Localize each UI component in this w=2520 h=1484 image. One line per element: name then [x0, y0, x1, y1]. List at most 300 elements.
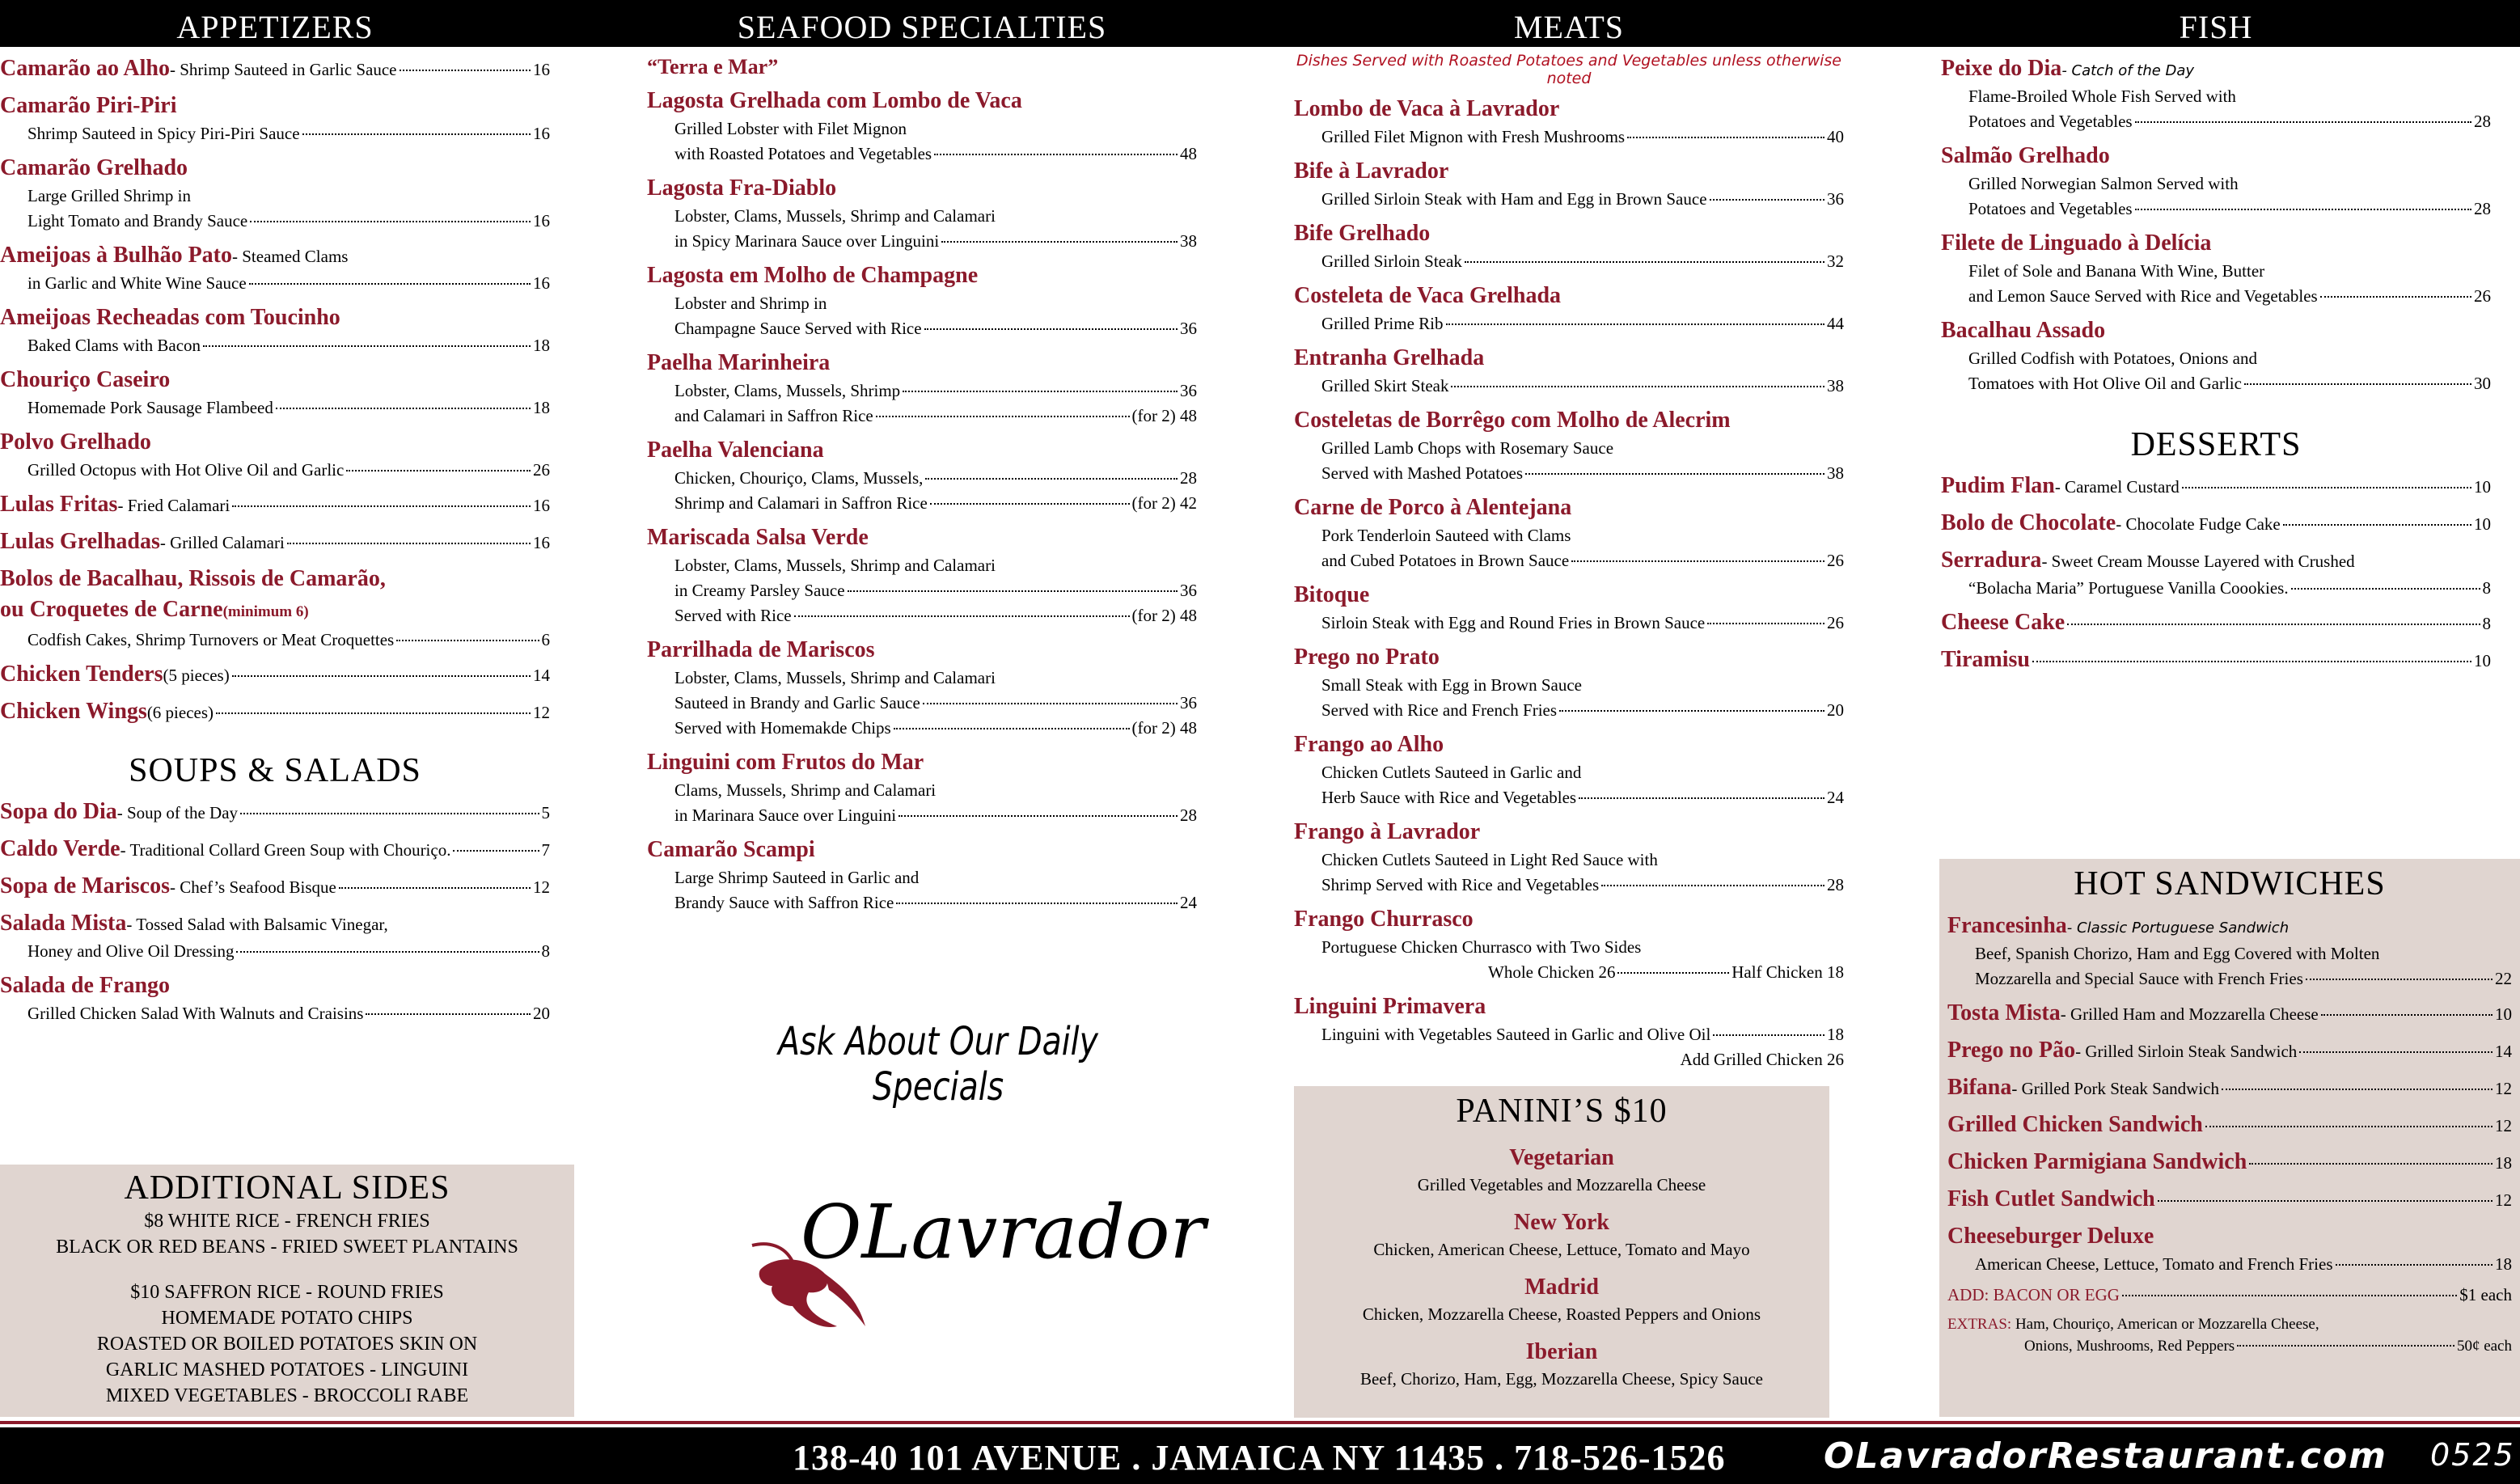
menu-item: [647, 86, 1197, 167]
menu-item: [1294, 580, 1844, 636]
sides-list: [0, 1208, 574, 1409]
panini-name: Madrid: [1524, 1275, 1599, 1300]
menu-item-desc-line: [647, 578, 1197, 603]
menu-item-desc: Codfish Cakes, Shrimp Turnovers or Meat Croquettes: [27, 630, 395, 649]
menu-item-name-row: [1294, 343, 1844, 374]
menu-item-name: Bifana: [1947, 1075, 2012, 1100]
menu-item-name-row: [647, 435, 1197, 466]
menu-item-name-row: [1294, 281, 1844, 311]
menu-item-desc: Champagne Sauce Served with Rice: [674, 319, 922, 338]
menu-item: [0, 427, 550, 483]
dot-leader: [2135, 209, 2471, 210]
menu-item-price: 18: [533, 398, 550, 417]
menu-item: [0, 970, 550, 1026]
dot-leader: [400, 70, 531, 71]
column-meats: [1294, 0, 1844, 1072]
menu-item: [1947, 1035, 2512, 1066]
dot-leader: [453, 850, 539, 852]
menu-item-name-row: [0, 53, 550, 84]
panini-list: [1294, 1143, 1829, 1390]
menu-item-desc-line: [647, 691, 1197, 716]
menu-item-name: Camarão Piri-Piri: [0, 93, 177, 118]
menu-item-name: Bacalhau Assado: [1941, 318, 2106, 343]
menu-item: [1294, 904, 1844, 985]
menu-item: [0, 302, 550, 358]
menu-item-name-row: [647, 86, 1197, 116]
menu-item-desc: Grilled Lamb Chops with Rosemary Sauce: [1321, 438, 1614, 458]
menu-item-desc-line: [1294, 548, 1844, 573]
menu-item-name: Lulas Grelhadas: [0, 529, 160, 554]
menu-item-name: Filete de Linguado à Delícia: [1941, 230, 2212, 256]
menu-item-desc: Large Grilled Shrimp in: [27, 186, 191, 205]
menu-item-desc-line: [1294, 760, 1844, 785]
menu-item-price: 12: [2495, 1116, 2512, 1135]
menu-item-desc: Linguini with Vegetables Sauteed in Garlic and Olive Oil: [1321, 1025, 1711, 1044]
menu-item-desc-line: [647, 491, 1197, 516]
menu-item-desc: Brandy Sauce with Saffron Rice: [674, 893, 894, 912]
dot-leader: [1601, 885, 1824, 886]
menu-item-desc-line: [647, 291, 1197, 316]
menu-item-desc-line: [1947, 941, 2512, 966]
sides-line: GARLIC MASHED POTATOES - LINGUINI: [105, 1359, 469, 1380]
menu-item-inline-desc: - Classic Portuguese Sandwich: [2066, 920, 2290, 936]
menu-item-price: 10: [2474, 651, 2491, 670]
menu-item-desc-line: [1294, 187, 1844, 212]
dot-leader: [240, 813, 539, 814]
sides-title: ADDITIONAL SIDES: [124, 1169, 450, 1207]
menu-item-name: Chicken Tenders: [0, 662, 163, 687]
menu-item-price: 10: [2474, 514, 2491, 534]
menu-item-price: 16: [533, 496, 550, 515]
dot-leader: [250, 221, 531, 222]
menu-item-name-row: [647, 835, 1197, 865]
menu-item-desc: Served with Mashed Potatoes: [1321, 463, 1524, 483]
menu-item-price: 40: [1827, 127, 1844, 146]
menu-item-desc: Honey and Olive Oil Dressing: [27, 941, 235, 961]
dot-leader: [1579, 797, 1824, 799]
menu-item-price: 36: [1180, 581, 1197, 600]
dot-leader: [2182, 487, 2471, 488]
dot-leader: [2291, 588, 2480, 590]
menu-item: [0, 489, 550, 520]
menu-item-desc-line: [647, 378, 1197, 404]
menu-item-name-row: [1947, 1221, 2512, 1252]
menu-item-price: (for 2) 48: [1131, 718, 1197, 738]
menu-item-name: Cheeseburger Deluxe: [1947, 1224, 2154, 1249]
appetizers-title: APPETIZERS: [176, 9, 374, 45]
menu-item-desc-line: [1941, 171, 2491, 197]
menu-item-name: Lulas Fritas: [0, 492, 118, 517]
menu-item-desc: Filet of Sole and Banana With Wine, Butter: [1968, 261, 2265, 281]
extras-label: EXTRAS:: [1947, 1316, 2012, 1333]
dot-leader: [1707, 623, 1824, 624]
dot-leader: [1451, 386, 1824, 387]
menu-item-price: 16: [533, 273, 550, 293]
menu-item-price: 18: [1827, 1025, 1844, 1044]
sandwich-list: [1947, 911, 2512, 1277]
menu-item-name: Mariscada Salsa Verde: [647, 525, 869, 550]
menu-item-name: Prego no Pão: [1947, 1038, 2076, 1063]
menu-item-desc-line: [1294, 249, 1844, 274]
menu-item-price: 16: [533, 533, 550, 552]
menu-item-name: Salada de Frango: [0, 973, 171, 998]
menu-item-name-row: [647, 747, 1197, 778]
menu-item-desc-line: [1941, 371, 2491, 396]
dot-leader: [2135, 121, 2471, 123]
dot-leader: [1559, 710, 1824, 712]
menu-item-desc-line: [1294, 935, 1844, 960]
menu-item-inline-desc: - Catch of the Day: [2061, 62, 2195, 79]
menu-item-inline-desc: - Steamed Clams: [232, 247, 349, 266]
dot-leader: [2244, 383, 2471, 385]
menu-item-price: 28: [1180, 805, 1197, 825]
menu-item-name: Tosta Mista: [1947, 1000, 2061, 1025]
menu-item-price: 36: [1180, 319, 1197, 338]
menu-item-name-row: [1947, 1184, 2512, 1215]
menu-item: [0, 871, 550, 902]
panini-item: [1294, 1207, 1829, 1261]
menu-item-desc-line: [647, 803, 1197, 828]
menu-item-desc: Lobster, Clams, Mussels, Shrimp and Calamari: [674, 206, 996, 226]
menu-item-desc-line: [0, 939, 550, 964]
extras-text-2: Onions, Mushrooms, Red Peppers: [2024, 1338, 2235, 1355]
menu-item-desc-line: [647, 229, 1197, 254]
seafood-title: SEAFOOD SPECIALTIES: [737, 9, 1107, 45]
menu-item-desc: American Cheese, Lettuce, Tomato and French Fries: [1975, 1254, 2333, 1274]
sides-line: ROASTED OR BOILED POTATOES SKIN ON: [96, 1334, 478, 1355]
dot-leader: [894, 728, 1130, 729]
menu-item: [0, 153, 550, 234]
menu-item: [647, 522, 1197, 628]
menu-item-price: 44: [1827, 314, 1844, 333]
menu-item-desc-line: [0, 1001, 550, 1026]
dot-leader: [339, 887, 531, 889]
menu-item-price: 28: [1180, 468, 1197, 488]
column-appetizers: [0, 0, 550, 1026]
dot-leader: [366, 1013, 531, 1015]
menu-item-name-row: [1947, 911, 2512, 941]
menu-item-desc: Sirloin Steak with Egg and Round Fries in Brown Sauce: [1321, 613, 1706, 632]
menu-item-desc: Clams, Mussels, Shrimp and Calamari: [674, 780, 937, 800]
menu-item-name-row: [1941, 545, 2491, 576]
menu-item: [1947, 911, 2512, 991]
menu-item-price: 24: [1827, 788, 1844, 807]
menu-item-desc-line: [1294, 461, 1844, 486]
half-chicken-price: Half Chicken 18: [1731, 962, 1844, 982]
menu-item-name-row: [1941, 645, 2491, 675]
menu-item-name-row: [1941, 141, 2491, 171]
menu-item-name-row: [0, 970, 550, 1001]
menu-item-price: 30: [2474, 374, 2491, 393]
menu-item-desc-line: [1294, 673, 1844, 698]
menu-item-name-row: [0, 302, 550, 333]
menu-item: [647, 747, 1197, 828]
menu-item-name-row: [0, 91, 550, 121]
menu-item-desc: Large Shrimp Sauteed in Garlic and: [674, 868, 920, 887]
menu-item-name-row: [1294, 94, 1844, 125]
dot-leader: [2067, 624, 2480, 625]
desserts-list: [1941, 471, 2491, 675]
menu-item: [1941, 645, 2491, 675]
menu-item-name: Lagosta em Molho de Champagne: [647, 263, 979, 288]
menu-item-desc: Shrimp and Calamari in Saffron Rice: [674, 493, 928, 513]
menu-item-desc: Grilled Sirloin Steak: [1321, 252, 1462, 271]
menu-item-desc-line: [647, 316, 1197, 341]
menu-item-name-cont: ou Croquetes de Carne: [0, 597, 223, 622]
dot-leader: [2205, 1126, 2493, 1127]
menu-item-name: Camarão ao Alho: [0, 56, 170, 81]
menu-item: [1941, 508, 2491, 539]
footer-website-link[interactable]: OLavradorRestaurant.com: [1824, 1435, 2388, 1477]
additional-sides-box: [0, 1165, 574, 1417]
appetizers-list: [0, 53, 550, 727]
daily-specials-text: Ask About Our Daily Specials: [778, 1019, 1098, 1110]
dot-leader: [2237, 1345, 2454, 1347]
dot-leader: [898, 815, 1178, 817]
menu-item-desc-line: [647, 603, 1197, 628]
fish-title: FISH: [2179, 9, 2253, 45]
menu-item-desc-line: [1941, 259, 2491, 284]
menu-item-price: 10: [2495, 1004, 2512, 1024]
dot-leader: [2320, 296, 2471, 298]
menu-item: [0, 365, 550, 421]
dot-leader: [276, 408, 531, 409]
dot-leader: [2306, 979, 2493, 980]
menu-item: [1941, 315, 2491, 396]
menu-item-name-row: [647, 522, 1197, 553]
menu-item-desc-line: [647, 716, 1197, 741]
menu-item-price: 18: [533, 336, 550, 355]
menu-item-desc: in Garlic and White Wine Sauce: [27, 273, 247, 293]
menu-item-name: Lagosta Grelhada com Lombo de Vaca: [647, 88, 1022, 113]
panini-desc: Beef, Chorizo, Ham, Egg, Mozzarella Cheese, Spicy Sauce: [1359, 1369, 1763, 1389]
soups-list: [0, 797, 550, 1026]
menu-item: [647, 435, 1197, 516]
menu-item-name: Linguini Primavera: [1294, 994, 1486, 1019]
panini-title: PANINI’S $10: [1456, 1093, 1668, 1130]
menu-item-inline-desc: - Traditional Collard Green Soup with Chouriço.: [120, 840, 451, 860]
menu-item: [1294, 156, 1844, 212]
menu-item-price: 16: [533, 211, 550, 230]
menu-item-desc-line: [1947, 1252, 2512, 1277]
menu-item: [1941, 228, 2491, 309]
menu-item-desc: Chicken Cutlets Sauteed in Light Red Sauce with: [1321, 850, 1658, 869]
menu-item-name: Cheese Cake: [1941, 610, 2065, 635]
menu-item-name: Paelha Marinheira: [647, 350, 831, 375]
menu-item: [0, 91, 550, 146]
menu-item-price: 8: [541, 941, 550, 961]
menu-item-desc-line: [0, 458, 550, 483]
menu-item-name: Ameijoas Recheadas com Toucinho: [0, 305, 340, 330]
dot-leader: [2158, 1200, 2493, 1202]
dot-leader: [876, 416, 1130, 417]
menu-item-price: 18: [2495, 1153, 2512, 1173]
menu-item-name: Salmão Grelhado: [1941, 143, 2110, 168]
menu-item-desc: Mozzarella and Special Sauce with French Fries: [1975, 969, 2303, 988]
dot-leader: [2321, 1014, 2493, 1016]
menu-item-desc-line: [1294, 311, 1844, 336]
menu-item-name-row: [1294, 218, 1844, 249]
menu-item-desc-line: [647, 204, 1197, 229]
menu-item-name: Tiramisu: [1941, 647, 2030, 672]
menu-item-price: 26: [1827, 613, 1844, 632]
menu-item-desc: in Spicy Marinara Sauce over Linguini: [674, 231, 940, 251]
dot-leader: [2249, 1163, 2493, 1165]
menu-item-name: Paelha Valenciana: [647, 438, 824, 463]
menu-item-name-row: [1294, 729, 1844, 760]
dot-leader: [232, 505, 531, 507]
menu-item-name: Lagosta Fra-Diablo: [647, 175, 837, 201]
menu-item-desc: Baked Clams with Bacon: [27, 336, 201, 355]
menu-item-price: (for 2) 48: [1131, 606, 1197, 625]
menu-item-desc-line: [1941, 346, 2491, 371]
menu-item: [1294, 817, 1844, 898]
menu-item-price: 8: [2482, 614, 2491, 633]
menu-item-price: 20: [1827, 700, 1844, 720]
dot-leader: [2299, 1051, 2493, 1053]
dot-leader: [1571, 560, 1824, 562]
menu-item-name-row: [0, 564, 550, 594]
dot-leader: [203, 345, 531, 347]
panini-name: New York: [1514, 1210, 1609, 1235]
olavrador-logo: [744, 1165, 1206, 1342]
menu-item: [1294, 493, 1844, 573]
dot-leader: [925, 478, 1178, 480]
menu-item-price: 12: [533, 703, 550, 722]
menu-item-desc: Served with Rice and French Fries: [1321, 700, 1558, 720]
menu-item-desc: Grilled Codfish with Potatoes, Onions and: [1968, 349, 2257, 368]
dot-leader: [1710, 199, 1824, 201]
dot-leader: [2222, 1089, 2493, 1090]
menu-item-desc-line: [647, 890, 1197, 915]
dot-leader: [287, 543, 531, 544]
sides-line: $8 WHITE RICE - FRENCH FRIES: [144, 1211, 430, 1232]
menu-item: [1947, 1110, 2512, 1140]
menu-item-name-row: [1947, 1147, 2512, 1177]
menu-item: [1947, 1147, 2512, 1177]
menu-item-desc-line: [647, 865, 1197, 890]
sides-line: $10 SAFFRON RICE - ROUND FRIES: [130, 1282, 444, 1303]
menu-item-desc-line: [1294, 523, 1844, 548]
menu-item-desc: Grilled Norwegian Salmon Served with: [1968, 174, 2239, 193]
menu-item-desc: Served with Homemakde Chips: [674, 718, 891, 738]
dot-leader: [2283, 524, 2471, 526]
dot-leader: [1627, 137, 1824, 138]
menu-item: [1294, 94, 1844, 150]
menu-item-desc-line: [1294, 1022, 1844, 1047]
menu-item-desc-line: [0, 271, 550, 296]
menu-item-name: Bife Grelhado: [1294, 221, 1431, 246]
extras-price: 50¢ each: [2456, 1338, 2512, 1355]
logo-text: OLavrador: [801, 1189, 1206, 1275]
footer-accent-line: [0, 1421, 2520, 1424]
menu-item-name: Chouriço Caseiro: [0, 367, 171, 392]
panini-item: [1294, 1337, 1829, 1390]
menu-item-desc-line: [647, 466, 1197, 491]
menu-item-desc-line: [1294, 125, 1844, 150]
menu-item-name-row: [1941, 228, 2491, 259]
menu-item-desc-line: [0, 121, 550, 146]
menu-item-desc: in Creamy Parsley Sauce: [674, 581, 845, 600]
extras-block: [1947, 1313, 2512, 1357]
menu-item-name-row: [1294, 904, 1844, 935]
menu-item-desc: Potatoes and Vegetables: [1968, 199, 2133, 218]
soups-title: SOUPS & SALADS: [129, 752, 421, 789]
menu-item-desc-line: [647, 778, 1197, 803]
menu-item-desc: Lobster and Shrimp in: [674, 294, 827, 313]
menu-item-name: Caldo Verde: [0, 836, 121, 861]
menu-item-price: 26: [2474, 286, 2491, 306]
menu-item-desc: Served with Rice: [674, 606, 792, 625]
panini-desc: Chicken, American Cheese, Lettuce, Tomato and Mayo: [1373, 1240, 1750, 1259]
addon-row: [1947, 1285, 2512, 1305]
menu-item-price: 36: [1180, 693, 1197, 712]
menu-item-inline-desc: (6 pieces): [146, 703, 214, 722]
menu-item: [1294, 405, 1844, 486]
menu-item-desc: Herb Sauce with Rice and Vegetables: [1321, 788, 1577, 807]
menu-item-name: Costeleta de Vaca Grelhada: [1294, 283, 1562, 308]
sides-line: MIXED VEGETABLES - BROCCOLI RABE: [105, 1385, 469, 1406]
menu-item-desc: Homemade Pork Sausage Flambeed: [27, 398, 273, 417]
dot-leader: [930, 503, 1130, 505]
menu-item-desc-line: [1294, 611, 1844, 636]
menu-item-name-row: [647, 348, 1197, 378]
menu-item-desc-line: [1294, 436, 1844, 461]
dot-leader: [1446, 323, 1825, 325]
footer-code: 0525: [2430, 1437, 2515, 1473]
menu-item-desc: and Lemon Sauce Served with Rice and Vegetables: [1968, 286, 2318, 306]
menu-item: [0, 240, 550, 296]
seafood-list: [647, 86, 1197, 915]
menu-item-desc: Portuguese Chicken Churrasco with Two Sides: [1321, 937, 1642, 957]
meats-note: Dishes Served with Roasted Potatoes and Vegetables unless otherwise noted: [1296, 52, 1841, 87]
menu-item: [1294, 218, 1844, 274]
menu-item-desc-line: [1294, 785, 1844, 810]
menu-item-desc-line: [1294, 873, 1844, 898]
menu-item-desc-line: [647, 404, 1197, 429]
menu-item-price: 18: [2495, 1254, 2512, 1274]
seafood-subtitle: “Terra e Mar”: [647, 55, 779, 78]
menu-item-desc: Shrimp Served with Rice and Vegetables: [1321, 875, 1600, 894]
menu-item-price: 14: [533, 666, 550, 685]
menu-item-desc: Grilled Sirloin Steak with Ham and Egg in Brown Sauce: [1321, 189, 1707, 209]
menu-item: [647, 835, 1197, 915]
menu-item-desc-line: [0, 184, 550, 209]
menu-item-name-row: [0, 908, 550, 939]
menu-item-desc-line: [0, 395, 550, 421]
menu-item-desc: Chicken Cutlets Sauteed in Garlic and: [1321, 763, 1582, 782]
menu-item-name-row: [1294, 493, 1844, 523]
meats-title: MEATS: [1513, 9, 1625, 45]
column-fish: [1941, 0, 2491, 675]
menu-item-desc: Pork Tenderloin Sauteed with Clams: [1321, 526, 1571, 545]
menu-item-desc: Flame-Broiled Whole Fish Served with: [1968, 87, 2236, 106]
menu-item-name-row: [1947, 1035, 2512, 1066]
menu-item-desc: with Roasted Potatoes and Vegetables: [674, 144, 932, 163]
menu-item-price: 8: [2482, 578, 2491, 598]
menu-item-price: 16: [533, 124, 550, 143]
menu-item: [647, 173, 1197, 254]
menu-item-desc: Grilled Prime Rib: [1321, 314, 1444, 333]
menu-item: [647, 260, 1197, 341]
menu-item-name-row: [1941, 508, 2491, 539]
menu-item: [1947, 1184, 2512, 1215]
menu-item-name: Prego no Prato: [1294, 645, 1440, 670]
dot-leader: [794, 615, 1130, 617]
menu-item-desc: Lobster, Clams, Mussels, Shrimp: [674, 381, 901, 400]
menu-item-name-row: [1294, 156, 1844, 187]
menu-item-inline-desc: - Caramel Custard: [2054, 477, 2180, 497]
